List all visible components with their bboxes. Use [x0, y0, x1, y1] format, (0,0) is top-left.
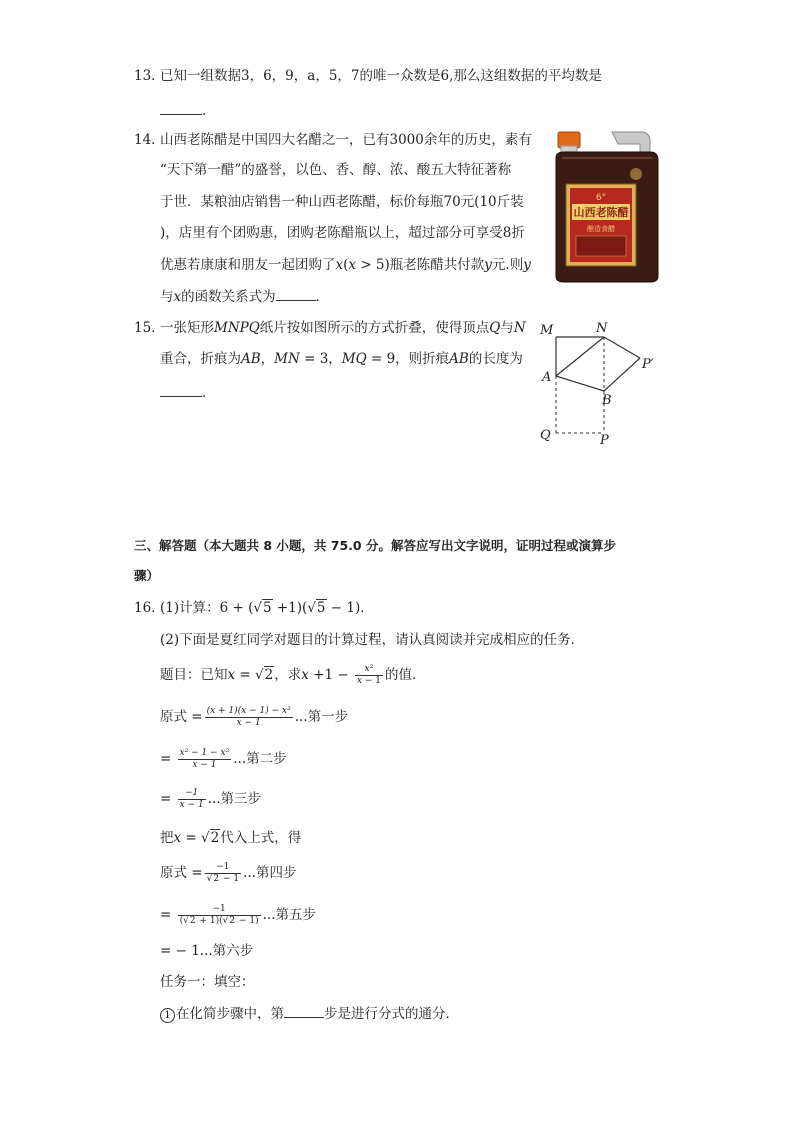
label-M: M	[540, 323, 554, 338]
q13-text: 已知一组数据3，6，9，a，5，7的唯一众数是6,那么这组数据的平均数是	[160, 68, 602, 84]
q15-number: 15.	[134, 320, 156, 336]
q15-answer-blank[interactable]	[160, 382, 202, 397]
step1-tag: ...第一步	[294, 709, 349, 725]
step1-denominator: x − 1	[236, 718, 261, 728]
section3-heading: 三、解答题（本大题共 8 小题，共 75.0 分。解答应写出文字说明，证明过程或演算步	[134, 538, 616, 553]
q13-answer-line	[160, 100, 206, 121]
q16-step4	[160, 862, 296, 885]
q16-number: 16.	[134, 600, 156, 616]
q16-problem-c: 的值．	[385, 667, 426, 683]
q13-period: .	[202, 103, 207, 119]
step1-label: 原式 =	[160, 709, 203, 725]
q16-problem-b: ，求	[274, 667, 302, 683]
vinegar-brand: 山西老陈醋	[573, 206, 629, 219]
step3-tag: ...第三步	[207, 791, 262, 807]
step4-tag: ...第四步	[243, 865, 297, 881]
fold-diagram	[536, 318, 666, 450]
q14-line5: 优惠若康康和朋友一起团购了x(x > 5)瓶老陈醋共付款y元.则y	[160, 257, 531, 273]
q15-line1: 一张矩形MNPQ纸片按如图所示的方式折叠，使得顶点Q与N	[160, 320, 526, 336]
step4-label: 原式 =	[160, 865, 203, 881]
label-Q: Q	[540, 428, 551, 443]
q15-line2-c: = 3，	[299, 351, 342, 367]
segment-AN	[556, 337, 604, 376]
step4-denominator: √2 − 1	[206, 874, 240, 884]
q16-task1: 任务一：填空：	[160, 974, 255, 990]
q16-part2: (2)下面是夏红同学对题目的计算过程，请认真阅读并完成相应的任务．	[160, 632, 585, 648]
q14-line5-a: 优惠若康康和朋友一起团购了	[160, 257, 336, 273]
q16-problem: 题目：已知x = √2，求x +1 − $\frac{\text{x²}}{x - 1}$ 的值．	[160, 664, 426, 686]
q14-line6: 与x的函数关系式为 ．	[160, 286, 329, 307]
q15-period: ．	[202, 385, 216, 401]
q14-number: 14.	[134, 132, 156, 148]
vinegar-sublabel: 酿造食醋	[587, 225, 615, 233]
q14-line5-b: 瓶老陈醋共付款	[389, 257, 485, 273]
q15-line2-b: ，	[260, 351, 275, 367]
q16-part1-end: − 1)．	[326, 600, 374, 616]
q16-problem-a: 题目：已知	[160, 667, 228, 683]
step3-numerator: −1	[178, 788, 206, 800]
fold-AB	[556, 376, 604, 391]
q16-part1-a: (1)计算：6 + (	[160, 600, 254, 616]
q13-number: 13.	[134, 68, 156, 84]
q14-line4: )，店里有个团购惠，团购老陈醋瓶以上，超过部分可享受8折	[160, 225, 525, 241]
step5-numerator: −1	[178, 904, 261, 916]
q15-line2: 重合，折痕为AB，MN = 3，MQ = 9，则折痕AB的长度为	[160, 351, 523, 367]
q15-line2-e: 的长度为	[468, 351, 523, 367]
q16-step5: = $\frac{-1}{(√2 + 1)(√2 - 1)}$ ...第五步	[160, 904, 316, 926]
label-B: B	[602, 393, 612, 408]
q15-line1-a: 一张矩形	[160, 320, 214, 336]
item1-b: 步是进行分式的通分．	[324, 1006, 459, 1022]
q15-line1-c: 与	[500, 320, 514, 336]
segment-NPprime	[604, 337, 640, 358]
step2-numerator: x² − 1 − x²	[179, 748, 230, 758]
q15-answer-line	[160, 382, 216, 403]
q14-line5-c: 元.则	[491, 257, 524, 273]
step3-denominator: x − 1	[179, 800, 204, 810]
substitute-a: 把	[160, 830, 174, 846]
q15-line2-d: = 9，则折痕	[366, 351, 450, 367]
q14-answer-blank[interactable]	[276, 286, 316, 301]
sqrt5-b: √5	[307, 600, 326, 616]
q14-line3: 于世．某粮油店销售一种山西老陈醋，标价每瓶70元(10斤装	[160, 194, 524, 210]
item1-answer-blank[interactable]	[284, 1003, 324, 1018]
step1-numerator: (x + 1)(x − 1) − x²	[206, 706, 291, 716]
q16-step2: = $\frac{\text{x² − 1 − x²}}{x - 1}$ ...第二步	[160, 748, 287, 770]
step4-numerator: −1	[205, 862, 241, 874]
q16-item1	[160, 1003, 459, 1024]
q16-substitute: 把x = √2代入上式，得	[160, 830, 302, 846]
q16-part1-mid: +1)(	[272, 600, 308, 616]
q14-line6-a: 与	[160, 289, 174, 305]
q14-period: ．	[315, 289, 330, 305]
q16-part1	[160, 598, 374, 618]
segment-PprimeB	[604, 358, 640, 391]
q16-step6: = − 1...第六步	[160, 943, 254, 959]
label-A: A	[542, 370, 552, 385]
step2-tag: ...第二步	[233, 751, 287, 767]
section3-heading-cont: 骤）	[134, 568, 160, 583]
step5-denominator: (√2 + 1)(√2 − 1)	[179, 916, 259, 926]
vinegar-badge: 6°	[595, 193, 607, 203]
sqrt5-a: √5	[253, 600, 272, 616]
step2-denominator: x − 1	[192, 760, 217, 770]
label-N: N	[596, 321, 608, 336]
q15-line1-b: 纸片按如图所示的方式折叠，使得顶点	[259, 320, 490, 336]
step5-tag: ...第五步	[262, 907, 316, 923]
q13-answer-blank[interactable]	[160, 100, 202, 115]
vinegar-bottle-image	[552, 128, 662, 284]
label-Pprime: P′	[642, 357, 654, 372]
label-P: P	[600, 433, 609, 448]
circled-number-1: 1	[160, 1008, 175, 1023]
substitute-b: 代入上式，得	[220, 830, 302, 846]
q14-line2: “天下第一醋”的盛誉，以色、香、醇、浓、酸五大特征著称	[160, 162, 512, 178]
q14-line6-b: 的函数关系式为	[181, 289, 276, 305]
q16-step1	[160, 706, 348, 729]
q14-line1: 山西老陈醋是中国四大名醋之一，已有3000余年的历史，素有	[160, 132, 532, 148]
q16-step3: = $\frac{-1}{x - 1}$ ...第三步	[160, 788, 262, 810]
item1-a: 在化简步骤中，第	[176, 1006, 284, 1022]
q15-line2-a: 重合，折痕为	[160, 351, 241, 367]
